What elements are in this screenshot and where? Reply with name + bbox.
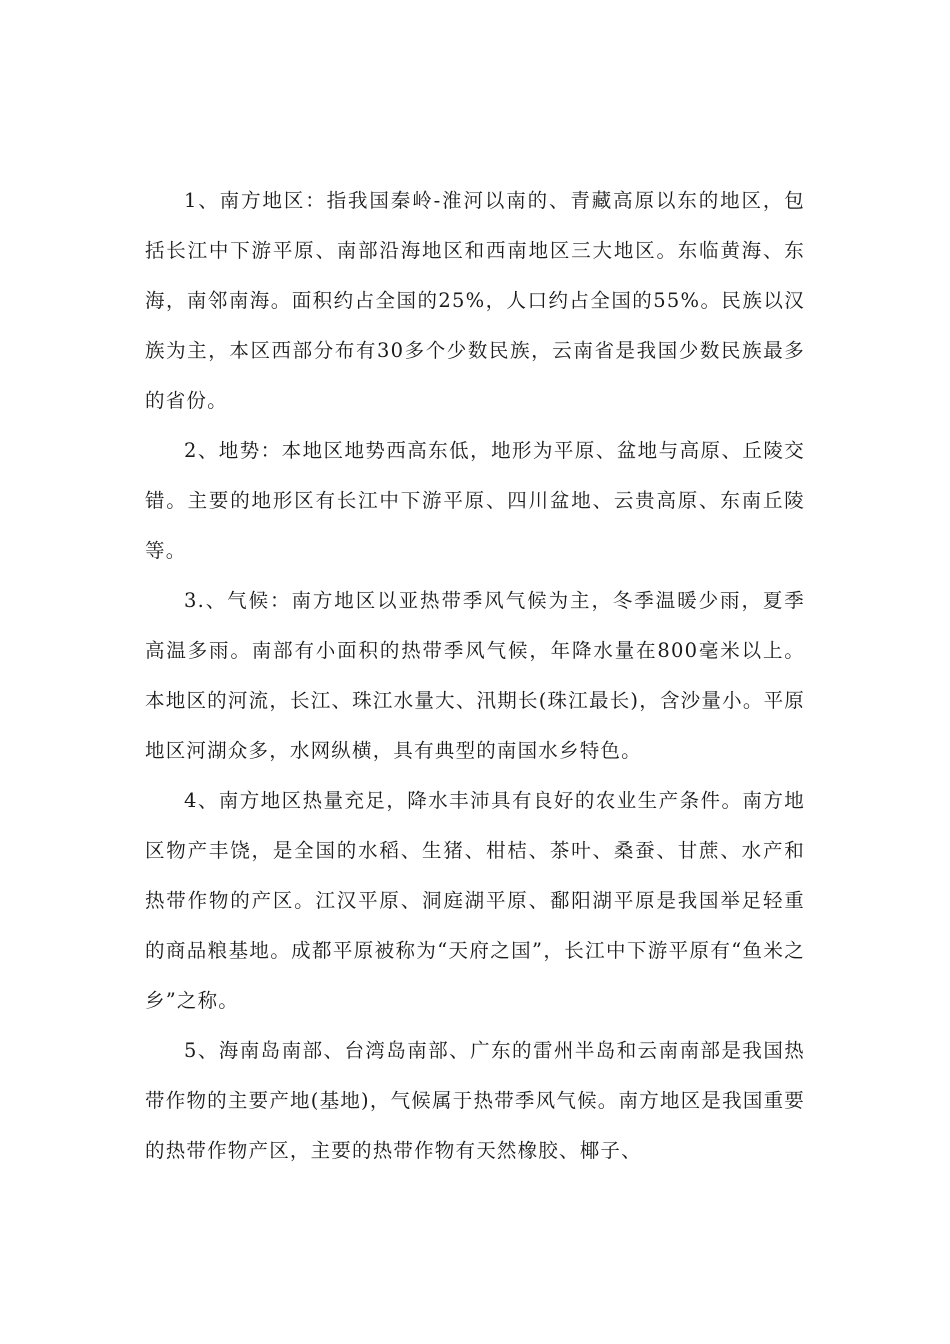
document-body	[145, 176, 805, 1176]
paragraph-3: 3.、气候：南方地区以亚热带季风气候为主，冬季温暖少雨，夏季高温多雨。南部有小面积的热带季风气候，年降水量在800毫米以上。本地区的河流，长江、珠江水量大、汛期长(珠江最长)，含沙量小。平原地区河湖众多，水网纵横，具有典型的南国水乡特色。	[145, 589, 805, 762]
paragraph-4: 4、南方地区热量充足，降水丰沛具有良好的农业生产条件。南方地区物产丰饶，是全国的水稻、生猪、柑桔、茶叶、桑蚕、甘蔗、水产和热带作物的产区。江汉平原、洞庭湖平原、鄱阳湖平原是我国举足轻重的商品粮基地。成都平原被称为“天府之国”，长江中下游平原有“鱼米之乡”之称。	[145, 789, 805, 1012]
paragraph-5: 5、海南岛南部、台湾岛南部、广东的雷州半岛和云南南部是我国热带作物的主要产地(基地)，气候属于热带季风气候。南方地区是我国重要的热带作物产区，主要的热带作物有天然橡胶、椰子、	[145, 1039, 805, 1162]
paragraph-2: 2、地势：本地区地势西高东低，地形为平原、盆地与高原、丘陵交错。主要的地形区有长江中下游平原、四川盆地、云贵高原、东南丘陵等。	[145, 439, 805, 562]
paragraph-1: 1、南方地区：指我国秦岭-淮河以南的、青藏高原以东的地区，包括长江中下游平原、南部沿海地区和西南地区三大地区。东临黄海、东海，南邻南海。面积约占全国的25%，人口约占全国的55%。民族以汉族为主，本区西部分布有30多个少数民族，云南省是我国少数民族最多的省份。	[145, 189, 805, 412]
